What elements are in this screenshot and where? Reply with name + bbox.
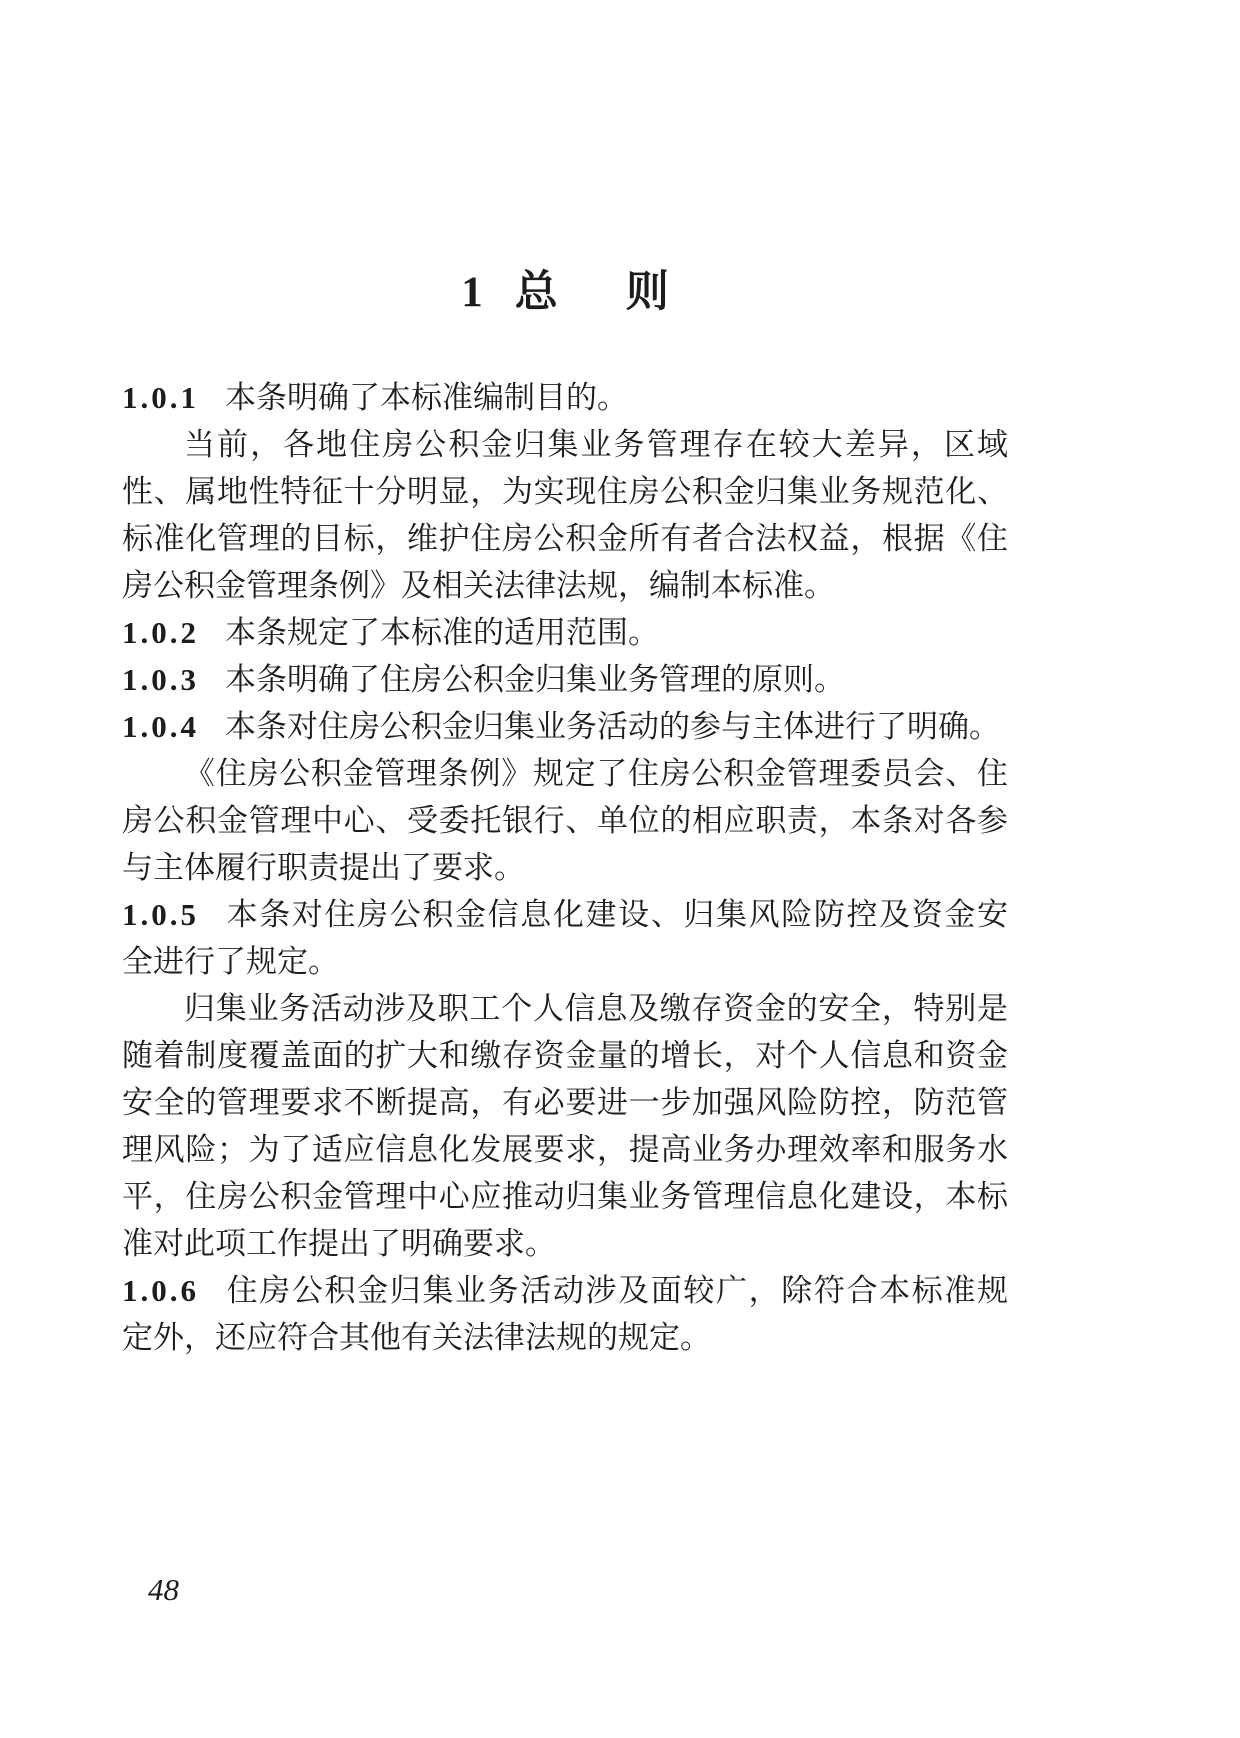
text-line: 与主体履行职责提出了要求。 xyxy=(122,850,525,885)
text-line: 随着制度覆盖面的扩大和缴存资金量的增长，对个人信息和资金 xyxy=(122,1038,1008,1073)
clause-paragraph xyxy=(122,656,1008,703)
text-line: 定外，还应符合其他有关法律法规的规定。 xyxy=(122,1320,711,1355)
commentary-paragraph xyxy=(122,750,1008,891)
text-line: 平，住房公积金管理中心应推动归集业务管理信息化建设，本标 xyxy=(122,1179,1008,1214)
text-line: 性、属地性特征十分明显，为实现住房公积金归集业务规范化、 xyxy=(122,474,1008,509)
clause-paragraph xyxy=(122,891,1008,985)
clause-number: 1.0.5 xyxy=(122,897,199,932)
text-line: 当前，各地住房公积金归集业务管理存在较大差异，区域 xyxy=(184,427,1008,462)
text-line: 1.0.1 本条明确了本标准编制目的。 xyxy=(122,380,628,415)
document-body xyxy=(122,374,1008,1361)
text-line: 1.0.2 本条规定了本标准的适用范围。 xyxy=(122,615,659,650)
clause-number: 1.0.6 xyxy=(122,1273,199,1308)
text-line: 标准化管理的目标，维护住房公积金所有者合法权益，根据《住 xyxy=(122,521,1008,556)
chapter-title xyxy=(122,258,1008,318)
commentary-paragraph xyxy=(122,985,1008,1267)
chapter-number: 1 xyxy=(461,269,483,316)
clause-number: 1.0.4 xyxy=(122,709,199,744)
text-line: 准对此项工作提出了明确要求。 xyxy=(122,1226,556,1261)
clause-paragraph xyxy=(122,1267,1008,1361)
clause-number: 1.0.1 xyxy=(122,380,199,415)
clause-paragraph xyxy=(122,609,1008,656)
page-number: 48 xyxy=(148,1572,179,1607)
text-line: 归集业务活动涉及职工个人信息及缴存资金的安全，特别是 xyxy=(184,991,1008,1026)
text-line: 1.0.6 住房公积金归集业务活动涉及面较广，除符合本标准规 xyxy=(122,1273,1008,1308)
text-line: 理风险；为了适应信息化发展要求，提高业务办理效率和服务水 xyxy=(122,1132,1008,1167)
text-line: 1.0.4 本条对住房公积金归集业务活动的参与主体进行了明确。 xyxy=(122,709,1000,744)
clause-paragraph xyxy=(122,374,1008,421)
text-line: 房公积金管理中心、受委托银行、单位的相应职责，本条对各参 xyxy=(122,803,1008,838)
clause-number: 1.0.3 xyxy=(122,662,199,697)
commentary-paragraph xyxy=(122,421,1008,609)
chapter-title-word-1: 总 xyxy=(514,269,558,316)
text-line: 房公积金管理条例》及相关法律法规，编制本标准。 xyxy=(122,568,835,603)
text-line: 1.0.3 本条明确了住房公积金归集业务管理的原则。 xyxy=(122,662,845,697)
clause-number: 1.0.2 xyxy=(122,615,199,650)
chapter-title-word-2: 则 xyxy=(625,269,669,316)
clause-paragraph xyxy=(122,703,1008,750)
text-line: 《住房公积金管理条例》规定了住房公积金管理委员会、住 xyxy=(184,756,1008,791)
text-line: 1.0.5 本条对住房公积金信息化建设、归集风险防控及资金安 xyxy=(122,897,1008,932)
text-line: 全进行了规定。 xyxy=(122,944,339,979)
text-line: 安全的管理要求不断提高，有必要进一步加强风险防控，防范管 xyxy=(122,1085,1008,1120)
